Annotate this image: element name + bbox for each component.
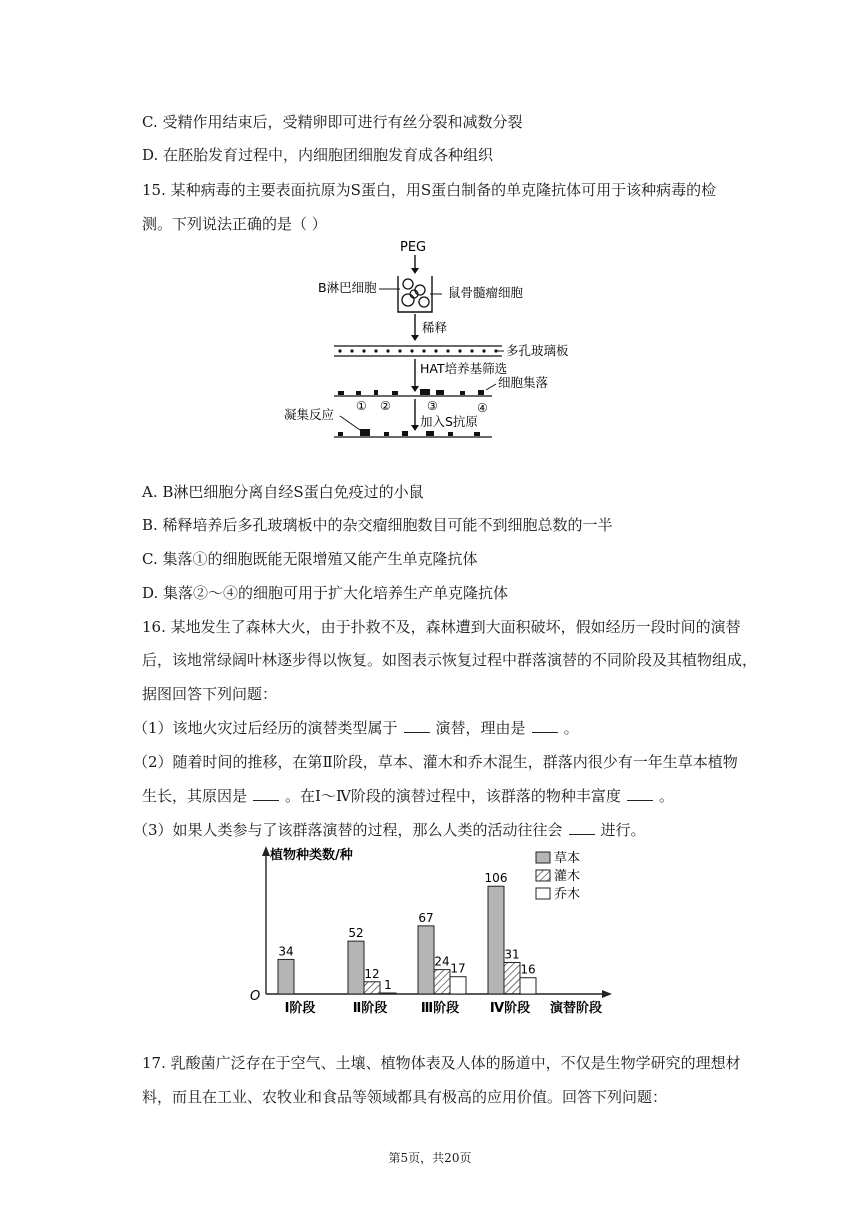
data-label-tree: 17 — [450, 961, 466, 976]
data-label-herb: 67 — [418, 910, 434, 925]
q17-stem-line2: 料，而且在工业、农牧业和食品等领域都具有极高的应用价值。回答下列问题： — [142, 1088, 668, 1106]
diagram-plate-label: 多孔玻璃板 — [506, 343, 569, 358]
origin-label: O — [250, 989, 261, 1004]
legend-swatch-shrub — [536, 870, 550, 881]
legend-label-shrub: 灌木 — [554, 869, 581, 884]
q16-part2-line2 — [142, 786, 674, 806]
succession-bar-chart — [244, 844, 624, 1020]
q16-part3 — [133, 820, 646, 840]
q16-part2-text-d: 。 — [658, 787, 674, 805]
q16-part3-text-b: 进行。 — [600, 821, 646, 839]
x-tick-label: Ⅱ阶段 — [352, 1001, 388, 1016]
q16-part3-text-a: （3）如果人类参与了该群落演替的过程，那么人类的活动往往会 — [133, 821, 563, 839]
q15-option-b: B. 稀释培养后多孔玻璃板中的杂交瘤细胞数目可能不到细胞总数的一半 — [142, 516, 613, 534]
diagram-colony-3: ③ — [427, 399, 438, 413]
page-footer: 第5页，共20页 — [388, 1151, 472, 1165]
diagram-peg-label: PEG — [400, 240, 427, 255]
bar-tree — [450, 977, 466, 994]
data-label-shrub: 31 — [504, 947, 520, 962]
q15-stem-line1: 15. 某种病毒的主要表面抗原为S蛋白，用S蛋白制备的单克隆抗体可用于该种病毒的检 — [142, 181, 717, 199]
bar-herb — [418, 926, 434, 994]
x-tick-label: Ⅳ阶段 — [489, 1001, 531, 1016]
bar-tree — [520, 978, 536, 994]
q16-part1-text-a: （1）该地火灾过后经历的演替类型属于 — [133, 719, 398, 737]
diagram-myeloma-label: 鼠骨髓瘤细胞 — [448, 285, 524, 300]
answer-blank[interactable] — [253, 786, 279, 801]
q16-stem-line2: 后，该地常绿阔叶林逐步得以恢复。如图表示恢复过程中群落演替的不同阶段及其植物组成， — [142, 651, 758, 669]
q14-option-c: C. 受精作用结束后，受精卵即可进行有丝分裂和减数分裂 — [142, 113, 523, 131]
answer-blank[interactable] — [627, 786, 653, 801]
diagram-b-cell-label: B淋巴细胞 — [318, 280, 377, 295]
plate-wells-row1 — [338, 349, 497, 352]
q17-stem-line1: 17. 乳酸菌广泛存在于空气、土壤、植物体表及人体的肠道中，不仅是生物学研究的理想材 — [142, 1054, 741, 1072]
q16-part2-text-b: 生长，其原因是 — [142, 787, 248, 805]
q16-part2-line1: （2）随着时间的推移，在第Ⅱ阶段，草本、灌木和乔木混生，群落内很少有一年生草本植物 — [133, 753, 738, 771]
bar-herb — [278, 959, 294, 994]
answer-blank[interactable] — [404, 718, 430, 733]
diagram-colony-label: 细胞集落 — [498, 375, 549, 390]
diagram-colony-2: ② — [380, 399, 391, 413]
legend-swatch-tree — [536, 888, 550, 899]
q16-part1-text-c: 。 — [563, 719, 579, 737]
answer-blank[interactable] — [532, 718, 558, 733]
x-tick-label: Ⅲ阶段 — [420, 1001, 460, 1016]
data-label-shrub: 12 — [364, 966, 380, 981]
bar-shrub — [504, 962, 520, 994]
chart-legend — [536, 850, 580, 902]
q16-stem-line1: 16. 某地发生了森林大火，由于扑救不及，森林遭到大面积破坏，假如经历一段时间的演替 — [142, 618, 741, 636]
diagram-add-antigen-label: 加入S抗原 — [420, 414, 478, 429]
q15-option-c: C. 集落①的细胞既能无限增殖又能产生单克隆抗体 — [142, 550, 478, 568]
q16-stem-line3: 据图回答下列问题： — [142, 685, 278, 703]
q15-option-d: D. 集落②～④的细胞可用于扩大化培养生产单克隆抗体 — [142, 584, 509, 602]
bar-tree — [380, 993, 396, 994]
q15-option-a: A. B淋巴细胞分离自经S蛋白免疫过的小鼠 — [142, 483, 424, 501]
y-axis-label: 植物种类数/种 — [270, 848, 353, 863]
q15-stem-line2: 测。下列说法正确的是（ ） — [142, 215, 327, 233]
data-label-tree: 1 — [384, 977, 392, 992]
plate-colonies-row2 — [338, 389, 484, 395]
x-tick-label: Ⅰ阶段 — [284, 1001, 316, 1016]
data-label-tree: 16 — [520, 962, 536, 977]
x-axis-label: 演替阶段 — [550, 1001, 603, 1016]
answer-blank[interactable] — [569, 820, 595, 835]
diagram-agglutination-label: 凝集反应 — [284, 407, 335, 422]
diagram-hat-label: HAT培养基筛选 — [420, 361, 508, 376]
bar-shrub — [364, 982, 380, 994]
data-label-shrub: 24 — [434, 954, 450, 969]
bar-shrub — [434, 970, 450, 994]
data-label-herb: 106 — [484, 871, 508, 886]
q16-part1 — [133, 718, 579, 738]
legend-label-tree: 乔木 — [554, 887, 581, 902]
q14-option-d: D. 在胚胎发育过程中，内细胞团细胞发育成各种组织 — [142, 146, 494, 164]
diagram-colony-4: ④ — [477, 401, 488, 415]
diagram-dilute-label: 稀释 — [422, 320, 448, 335]
bar-herb — [348, 941, 364, 994]
bar-herb — [488, 886, 504, 994]
data-label-herb: 52 — [348, 926, 364, 941]
q16-part1-text-b: 演替，理由是 — [435, 719, 526, 737]
legend-label-herb: 草本 — [554, 851, 581, 866]
q16-part2-text-c: 。在Ⅰ～Ⅳ阶段的演替过程中，该群落的物种丰富度 — [285, 787, 621, 805]
hybridoma-diagram — [280, 234, 600, 444]
data-label-herb: 34 — [278, 944, 294, 959]
legend-swatch-herb — [536, 852, 550, 863]
diagram-colony-1: ① — [356, 399, 367, 413]
